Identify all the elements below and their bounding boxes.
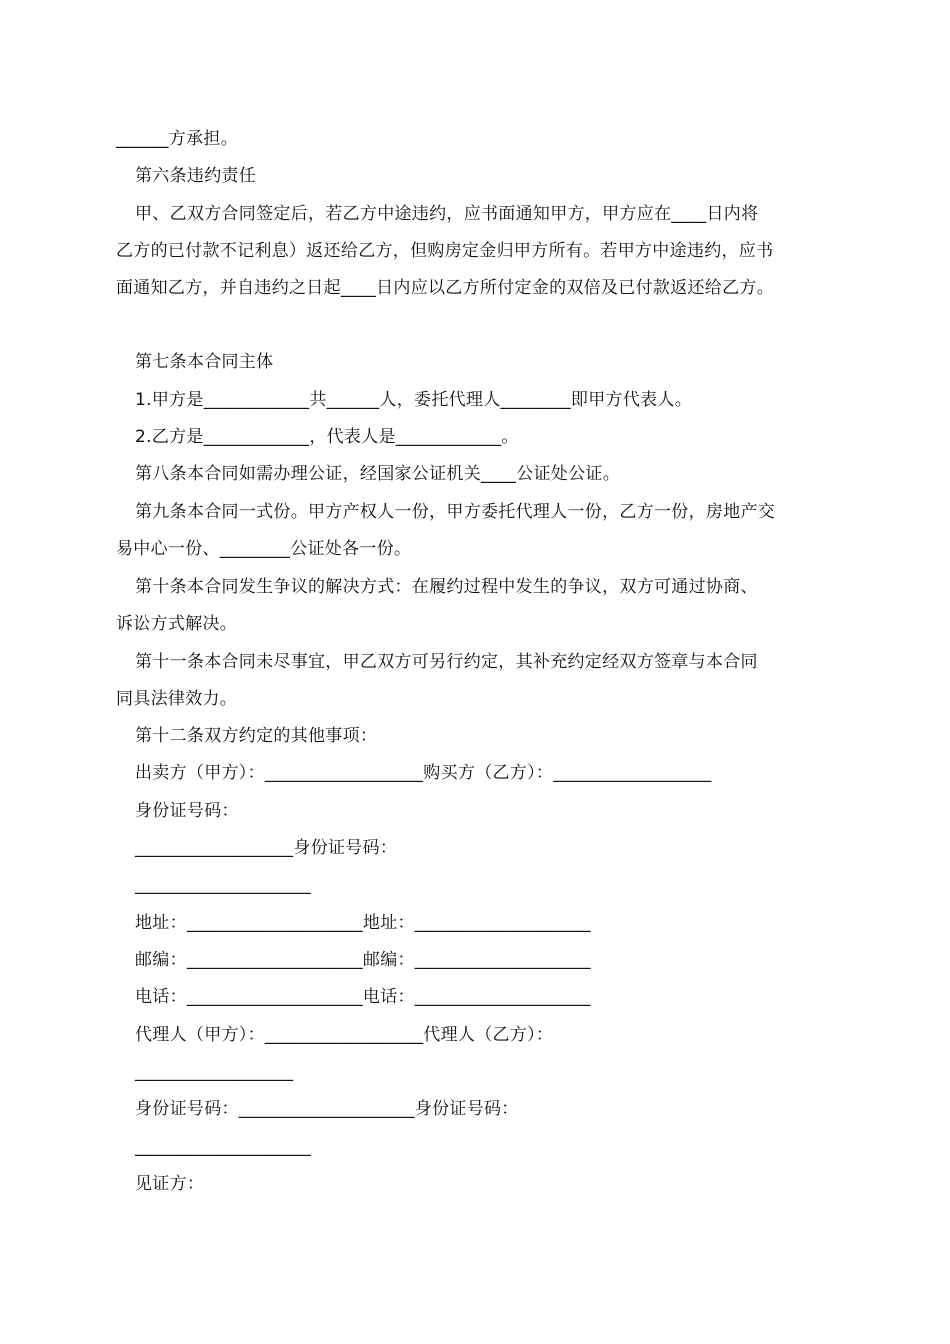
text-line: 第十二条双方约定的其他事项： <box>135 726 378 746</box>
section-heading: 第六条违约责任 <box>135 166 257 186</box>
text-line: ______方承担。 <box>116 129 238 149</box>
text-line: 第十条本合同发生争议的解决方式：在履约过程中发生的争议，双方可通过协商、 <box>135 577 758 597</box>
text-line: 第八条本合同如需办理公证，经国家公证机关____公证处公证。 <box>135 464 620 484</box>
signature-field: 身份证号码：____________________身份证号码： <box>135 1099 519 1119</box>
signature-field: 见证方： <box>135 1174 205 1194</box>
section-heading: 第七条本合同主体 <box>135 352 274 372</box>
signature-field: 出卖方（甲方）：__________________购买方（乙方）：__________________ <box>135 763 712 783</box>
signature-field: 代理人（甲方）：__________________代理人（乙方）： <box>135 1025 554 1045</box>
text-line: 诉讼方式解决。 <box>116 614 238 634</box>
text-line: 第十一条本合同未尽事宜，甲乙双方可另行约定，其补充约定经双方签章与本合同 <box>135 652 758 672</box>
signature-field: 电话：____________________电话：____________________ <box>135 987 591 1007</box>
text-line: 2.乙方是____________，代表人是____________。 <box>135 427 519 447</box>
signature-field: __________________ <box>135 1062 294 1082</box>
signature-field: ____________________ <box>135 1137 311 1157</box>
text-line: 面通知乙方，并自违约之日起____日内应以乙方所付定金的双倍及已付款返还给乙方。 <box>116 278 774 298</box>
text-line: 1.甲方是____________共______人，委托代理人________即甲方代表人。 <box>135 390 693 410</box>
signature-field: ____________________ <box>135 875 311 895</box>
text-line: 乙方的已付款不记利息）返还给乙方，但购房定金归甲方所有。若甲方中途违约，应书 <box>116 241 774 261</box>
signature-field: 身份证号码： <box>135 801 239 821</box>
signature-field: __________________身份证号码： <box>135 838 398 858</box>
text-line: 甲、乙双方合同签定后，若乙方中途违约，应书面通知甲方，甲方应在____日内将 <box>135 204 759 224</box>
signature-field: 邮编：____________________邮编：____________________ <box>135 950 591 970</box>
text-line: 第九条本合同一式份。甲方产权人一份，甲方委托代理人一份，乙方一份，房地产交 <box>135 502 776 522</box>
signature-field: 地址：____________________地址：____________________ <box>135 913 591 933</box>
text-line: 易中心一份、________公证处各一份。 <box>116 539 412 559</box>
text-line: 同具法律效力。 <box>116 689 238 709</box>
